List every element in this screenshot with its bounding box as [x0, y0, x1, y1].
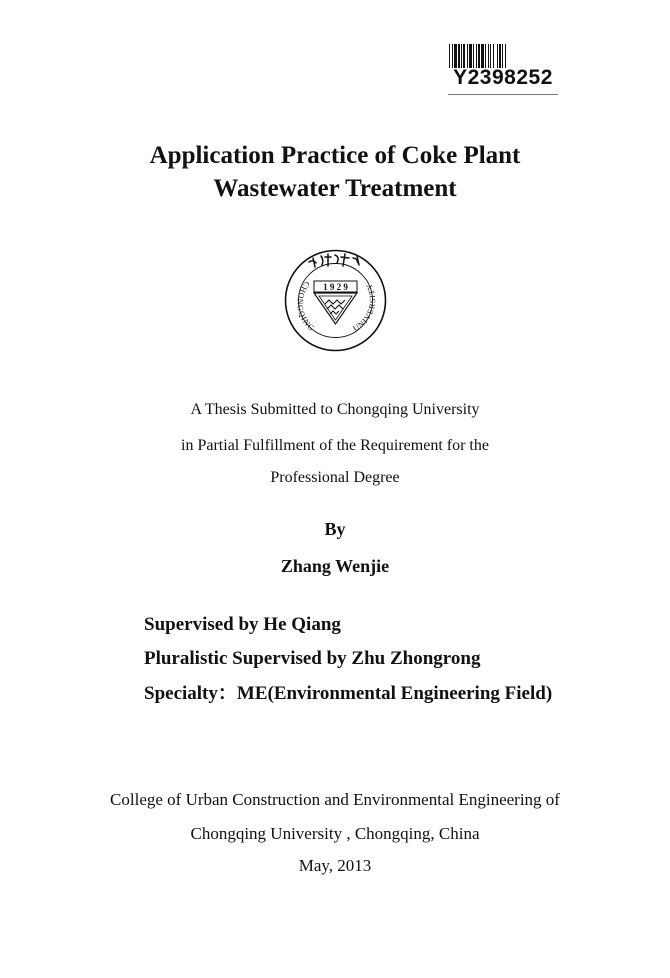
college-line-2: Chongqing University , Chongqing, China [190, 824, 480, 843]
author-name: Zhang Wenjie [280, 556, 390, 576]
supervisor-line: Supervised by He Qiang [144, 614, 341, 635]
barcode-number: Y2398252 [453, 66, 553, 89]
seal-text-left: CHONGQING [295, 279, 317, 334]
author-by-label: By [324, 519, 346, 539]
submission-date: May, 2013 [298, 856, 372, 875]
submission-line-1: A Thesis Submitted to Chongqing University [190, 401, 480, 418]
college-line-1: College of Urban Construction and Environmental Engineering of [110, 790, 560, 809]
university-seal-logo [283, 248, 388, 353]
specialty-line: Specialty：ME(Environmental Engineering Field) [144, 683, 553, 704]
co-supervisor-line: Pluralistic Supervised by Zhu Zhongrong [144, 648, 481, 669]
svg-text:CHONGQING [295, 280, 316, 334]
seal-year: 1 9 2 9 [323, 282, 348, 292]
thesis-title-line-1: Application Practice of Coke Plant [149, 142, 521, 169]
submission-line-2: in Partial Fulfillment of the Requirement for the [181, 437, 489, 454]
submission-line-3: Professional Degree [270, 469, 400, 486]
thesis-title-line-2: Wastewater Treatment [213, 175, 457, 202]
barcode-underline [448, 94, 558, 95]
seal-text-right: UNIVERSITY [351, 281, 378, 334]
